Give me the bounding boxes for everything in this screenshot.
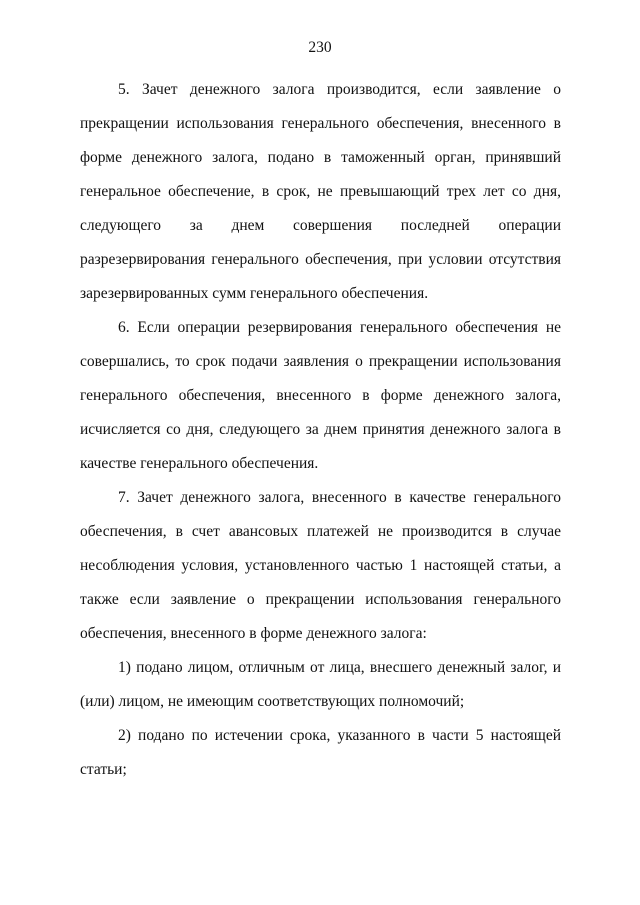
paragraph-5: 5. Зачет денежного залога производится, если заявление о прекращении использования генерального обеспечения, внесенного в форме денежного залога, подано в таможенный орган, принявший генеральное обеспечение, в срок, не превышающий трех лет со дня, следующего за днем совершения последней операции разрезервирования генерального обеспечения, при условии отсутствия зарезервированных сумм генерального обеспечения. [80,81,561,302]
page-number: 230 [308,39,332,56]
paragraph-6: 6. Если операции резервирования генерального обеспечения не совершались, то срок подачи заявления о прекращении использования генерального обеспечения, внесенного в форме денежного залога, исчисляется со дня, следующего за днем принятия денежного залога в качестве генерального обеспечения. [80,319,561,472]
document-body [80,73,561,787]
list-item-1: 1) подано лицом, отличным от лица, внесшего денежный залог, и (или) лицом, не имеющим соответствующих полномочий; [80,659,561,710]
paragraph-7: 7. Зачет денежного залога, внесенного в качестве генерального обеспечения, в счет авансовых платежей не производится в случае несоблюдения условия, установленного частью 1 настоящей статьи, а также если заявление о прекращении использования генерального обеспечения, внесенного в форме денежного залога: [80,489,561,642]
list-item-2: 2) подано по истечении срока, указанного в части 5 настоящей статьи; [80,727,561,778]
